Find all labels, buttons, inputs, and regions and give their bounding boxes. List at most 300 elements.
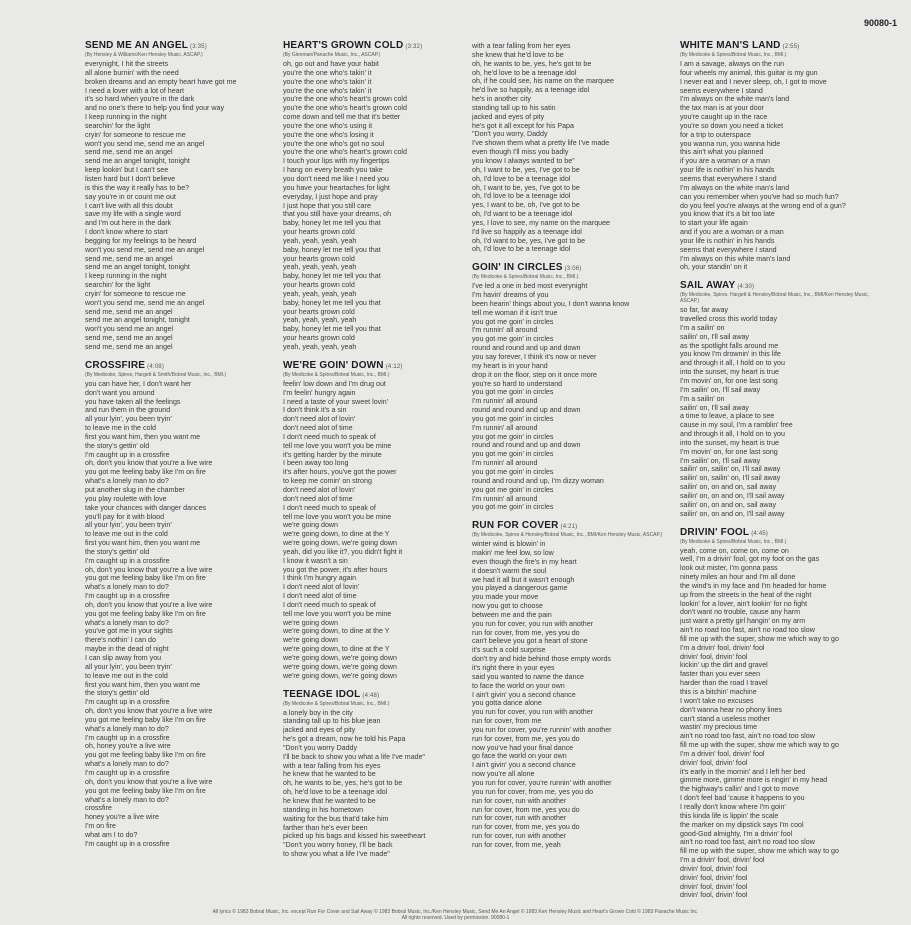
lyric-line: we're going down, we're going down [283, 671, 397, 680]
lyric-line: cause in my soul, I'm a ramblin' free [680, 421, 793, 430]
song-title [680, 40, 880, 51]
lyric-line: I'm caught up in a crossfire [85, 733, 170, 742]
lyric-line: jacked and eyes of pity [472, 112, 545, 121]
lyric-line: send me, send me an angel [85, 307, 173, 316]
lyric-line: don't try and hide behind those empty words [472, 655, 611, 664]
lyric-line: he knew that he wanted to be [283, 770, 376, 779]
lyric-line: you got me goin' in circles [472, 450, 554, 459]
lyric-line: I just hope that you still care [283, 201, 371, 210]
lyric-line: said you wanted to name the dance [472, 672, 585, 681]
lyric-line: you got me goin' in circles [472, 388, 554, 397]
lyric-line: yes, I want to be, oh, I've got to be [472, 201, 580, 210]
lyric-line: I keep running in the night [85, 272, 167, 281]
lyric-line: and run them in the ground [85, 406, 171, 415]
song-title-text: HEART'S GROWN COLD [283, 40, 404, 51]
song-credit: (By Medicoke & Spires/Bobral Music, Inc., BMI.) [283, 371, 390, 378]
lyric-line: I never eat and I never sleep, oh, I got to move [680, 77, 827, 86]
lyric-line: first you want him, then you want me [85, 539, 201, 548]
lyric-line: you run for cover, you're runnin' with another [472, 725, 612, 734]
song-block [85, 40, 285, 352]
lyric-line: travelled cross this world today [680, 315, 777, 324]
lyric-line: all alone burnin' with the need [85, 68, 179, 77]
song-title [283, 360, 483, 371]
lyric-line: sailin' on, I'll sail away [680, 332, 749, 341]
lyric-line: seems everywhere I stand [680, 86, 763, 95]
lyric-line: won't you send me an angel [85, 325, 174, 334]
lyric-line: I'm runnin' all around [472, 494, 538, 503]
lyric-line: you got me feeling baby like I'm on fire [85, 574, 206, 583]
lyric-line: oh, don't you know that you're a live wire [85, 707, 213, 716]
song-duration: (3:06) [564, 266, 582, 273]
lyric-line: you play roulette with love [85, 494, 167, 503]
lyric-line: you got me feeling baby like I'm on fire [85, 786, 206, 795]
lyric-line: yeah, come on, come on, come on [680, 546, 789, 555]
lyric-line: it doesn't warm the soul [472, 566, 547, 575]
lyric-line: oh, don't you know that you're a live wire [85, 777, 213, 786]
lyric-line: I'm movin' on, for one last song [680, 377, 778, 385]
lyric-line: with a tear falling from his eyes [283, 761, 381, 770]
lyric-line: I keep running in the night [85, 113, 167, 122]
lyric-line: round and round and up, I'm dizzy woman [472, 476, 604, 485]
lyric-line: sailin' on, on and on, sail away [680, 483, 776, 492]
lyrics-column-2 [283, 40, 483, 867]
song-block [283, 360, 483, 681]
lyric-line: you run for cover, you run with another [472, 708, 594, 717]
lyric-line: send me, send me an angel [85, 343, 173, 351]
song-credit: (By Hensley & Williams/Ken Hensley Music, ASCAP.) [85, 52, 203, 58]
lyric-line: oh, honey you're a live wire [85, 742, 171, 751]
lyric-line: seems that everywhere I stand [680, 245, 777, 254]
lyric-line: run for cover, from me, yes you do [472, 628, 580, 637]
song-duration: (4:48) [362, 692, 380, 699]
lyric-line: you gotta dance alone [472, 699, 542, 708]
lyric-line: up from the streets in the heat of the night [680, 590, 812, 599]
lyric-line: picked up his bags and kissed his sweetheart [283, 832, 426, 841]
lyric-line: drivin' fool, drivin' fool [680, 873, 748, 882]
lyric-line: we're going down [283, 618, 338, 627]
lyric-line: I think I'm hungry again [283, 574, 357, 583]
lyric-line: I'm caught up in a crossfire [85, 556, 170, 565]
lyric-line: I'd live so happily as a teenage idol [472, 227, 582, 236]
lyric-line: yeah, did you like it?, you didn't fight it [283, 547, 403, 556]
lyric-line: you're the one who's takin' it [283, 86, 372, 95]
lyric-line: won't you send me, send me an angel [85, 298, 205, 307]
lyric-line: oh, I'd love to be a teenage idol [472, 174, 571, 183]
lyric-line: I'm runnin' all around [472, 397, 538, 406]
lyric-line: my heart is in your hand [472, 361, 548, 370]
lyric-line: put another slug in the chamber [85, 485, 185, 494]
lyrics-column-3 [472, 42, 672, 858]
lyric-line: what's a lonely man to do? [85, 795, 169, 804]
lyric-line: you played a dangerous game [472, 584, 568, 593]
lyric-line: he's in another city [472, 95, 531, 104]
lyric-line: you're the one who's using it [283, 121, 373, 130]
lyric-line: oh, don't you know that you're a live wire [85, 565, 213, 574]
lyric-line: tell me love you won't you be mine [283, 609, 392, 618]
lyric-line: what's a lonely man to do? [85, 583, 169, 592]
lyrics-lines [85, 380, 285, 849]
lyric-line: I'm always on this white man's land [680, 254, 791, 263]
lyric-line: I'm a sailin' on [680, 323, 725, 332]
lyric-line: oh, he'd love to be a teenage idol [472, 68, 577, 77]
lyric-line: don't want no trouble, cause any harm [680, 608, 801, 617]
lyric-line: you have your heartaches for light [283, 183, 390, 192]
lyric-line: oh, go out and have your habit [283, 60, 379, 68]
lyric-line: baby, honey let me tell you that [283, 325, 381, 334]
lyric-line: your hearts grown cold [283, 281, 355, 290]
lyric-line: standing tall up to his blue jean [283, 717, 381, 726]
lyric-line: "Don't you worry honey, I'll be back [283, 841, 393, 850]
lyric-line: you got me feeling baby like I'm on fire [85, 468, 206, 477]
lyric-line: run for cover, from me [472, 717, 542, 726]
lyric-line: standing tall up to his satin [472, 103, 556, 112]
lyric-line: the highway's callin' and I got to move [680, 785, 800, 794]
song-block [680, 527, 880, 901]
lyric-line: run for cover, run with another [472, 832, 567, 841]
song-block [283, 40, 483, 352]
copyright-footer [0, 909, 911, 921]
lyric-line: ain't no road too fast, ain't no road too slow [680, 626, 815, 635]
lyric-line: a lonely boy in the city [283, 708, 353, 717]
lyric-line: tell me woman if it isn't true [472, 308, 558, 317]
song-block [283, 689, 483, 859]
lyric-line: you got me feeling baby like I'm on fire [85, 609, 206, 618]
song-credit: (By Medicoke, Spires, Hargett & Hensley/Bobral Music, Inc., BMI/Ken Hensley Music, ASCAP.) [680, 292, 869, 305]
lyric-line: you say forever, I think it's now or never [472, 353, 597, 361]
lyric-line: won't you send me, send me an angel [85, 245, 205, 254]
lyric-line: can you remember when you've had so much fun? [680, 192, 839, 201]
song-title [472, 520, 672, 531]
copyright-line: All lyrics © 1983 Bobral Music, Inc. except Run For Cover and Sail Away © 1983 Bobral Music, Inc./Ken Hensley Music, Send Me An Angel © 1983 Ken Hensley Music and Heart's Grown Cold © 1983 Panache Music Inc. [212, 909, 699, 915]
lyric-line: fill me up with the super, show me which way to go [680, 634, 839, 643]
lyric-line: we're going down, to dine at the Y [283, 645, 390, 654]
lyric-line: you're so down you need a ticket [680, 121, 784, 130]
lyric-line: oh, I want to be, yes, I've got to be [472, 165, 580, 174]
lyric-line: searchin' for the light [85, 281, 151, 290]
lyric-line: your hearts grown cold [283, 334, 355, 343]
lyric-line: the story's gettin' old [85, 689, 150, 698]
lyric-line: you wanna run, you wanna hide [680, 139, 781, 148]
lyric-line: your life is nothin' in his hands [680, 166, 775, 175]
lyric-line: baby, honey let me tell you that [283, 245, 381, 254]
lyric-line: come down and tell me that it's better [283, 113, 401, 122]
lyric-line: winter wind is blowin' in [472, 540, 546, 549]
lyric-line: there's nothin' I can do [85, 636, 156, 645]
lyric-line: if you are a woman or a man [680, 157, 770, 166]
lyric-line: I'm caught up in a crossfire [85, 698, 170, 707]
song-duration: (3:35) [190, 44, 207, 50]
song-title-text: SEND ME AN ANGEL [85, 40, 189, 51]
lyric-line: feelin' low down and I'm drug out [283, 379, 386, 388]
lyric-line: I can't live with all this doubt [85, 201, 173, 210]
lyric-line: I'm caught up in a crossfire [85, 839, 170, 848]
song-block [472, 262, 672, 512]
lyric-line: I'm always on the white man's land [680, 95, 790, 104]
lyric-line: fill me up with the super, show me which way to go [680, 741, 839, 750]
lyric-line: now you got to choose [472, 602, 543, 611]
lyric-line: the story's gettin' old [85, 441, 150, 450]
lyric-line: sailin' on, on and on, sail away [680, 500, 776, 509]
lyric-line: all your lyin', you been tryin' [85, 415, 172, 424]
lyric-line: yeah, yeah, yeah, yeah [283, 289, 357, 298]
lyric-line: oh, I'd love to be a teenage idol [472, 245, 571, 254]
lyric-line: I'm caught up in a crossfire [85, 450, 170, 459]
lyric-line: harder than the road I travel [680, 679, 768, 688]
lyric-line: just want a pretty girl hangin' on my arm [680, 617, 806, 626]
lyric-line: drivin' fool, drivin' fool [680, 891, 748, 900]
lyric-line: drivin' fool, drivin' fool [680, 652, 748, 661]
lyric-line: well, I'm a drivin' fool, got my foot on the gas [680, 555, 820, 564]
lyric-line: standing in his hometown [283, 805, 364, 814]
lyric-line: don't need alot of lovin' [283, 485, 356, 494]
lyric-line: you made your move [472, 593, 539, 602]
song-duration: (3:32) [405, 44, 423, 50]
lyric-line: tell me love you won't you be mine [283, 441, 392, 450]
lyric-line: this is a bitchin' machine [680, 688, 757, 696]
lyric-line: gimme more, gimme more is ringin' in my head [680, 776, 828, 785]
lyric-line: run for cover, run with another [472, 814, 567, 823]
lyric-line: what's a lonely man to do? [85, 724, 169, 733]
lyric-line: lookin' for a lover, ain't lookin' for no fight [680, 599, 808, 608]
lyric-line: round and round and up and down [472, 344, 581, 353]
song-block [472, 42, 672, 254]
lyric-line: oh, he wants to be, yes, he's got to be [472, 59, 592, 68]
lyric-line: jacked and eyes of pity [283, 726, 356, 735]
lyric-line: this ain't what you planned [680, 148, 764, 157]
lyric-line: baby, honey let me tell you that [283, 272, 381, 281]
lyric-line: I'm caught up in a crossfire [85, 592, 170, 601]
lyric-line: it's getting harder by the minute [283, 450, 382, 459]
lyric-line: I know it wasn't a sin [283, 556, 348, 565]
lyric-line: don't need alot of time [283, 494, 353, 503]
lyrics-lines [680, 60, 880, 272]
lyric-line: you have taken all the feelings [85, 397, 181, 406]
lyric-line: even though I'll miss you badly [472, 148, 569, 157]
lyric-line: the tax man is at your door [680, 104, 764, 113]
lyric-line: oh, if he could see, his name on the marquee [472, 77, 614, 86]
lyric-line: go face the world on your own [472, 752, 567, 761]
lyric-line: can't stand a useless mother [680, 714, 771, 723]
lyric-line: tell me love you won't you be mine [283, 512, 392, 521]
lyric-line: look out mister, I'm gonna pass [680, 564, 778, 573]
song-title-text: RUN FOR COVER [472, 520, 559, 532]
lyric-line: "Don't you worry Daddy [283, 743, 358, 752]
lyric-line: oh, don't you know that you're a live wire [85, 600, 213, 609]
lyric-line: I don't need much to speak of [283, 600, 376, 609]
lyric-line: I don't need alot of time [283, 592, 357, 601]
lyric-line: we're going down, we're going down [283, 662, 397, 671]
lyric-line: I'm a sailin' on [680, 394, 725, 403]
lyric-line: say you're in or count me out [85, 192, 176, 201]
lyric-line: run for cover, from me, yes you do [472, 823, 580, 832]
lyric-line: fill me up with the super, show me which way to go [680, 847, 839, 856]
lyrics-lines [472, 42, 672, 254]
lyric-line: and through it all, I hold on to you [680, 430, 785, 439]
lyric-line: oh, your standin' on it [680, 263, 748, 272]
lyric-line: run for cover, from me, yes you do [472, 734, 580, 743]
song-title [680, 527, 880, 538]
lyric-line: into the sunset, my heart is true [680, 368, 779, 377]
lyric-line: listen hard but I don't believe [85, 174, 176, 183]
song-duration: (4:21) [560, 524, 578, 531]
lyric-line: run for cover, from me, yes you do [472, 805, 580, 814]
lyric-line: you know I'm drownin' in this life [680, 350, 781, 359]
lyric-line: drop it on the floor, step on it once more [472, 370, 598, 379]
lyric-line: we had it all but it wasn't enough [472, 575, 575, 584]
lyric-line: you don't need me like I need you [283, 174, 389, 183]
lyric-line: you're the one who's heart's grown cold [283, 148, 407, 157]
lyrics-lines [680, 306, 880, 518]
lyric-line: you got me goin' in circles [472, 432, 554, 441]
lyric-line: I don't think it's a sin [283, 406, 347, 415]
lyric-line: waiting for the bus that'd take him [283, 814, 389, 823]
lyric-line: you run for cover, from me, yes you do [472, 787, 594, 796]
lyrics-lines [283, 380, 483, 681]
lyric-line: you're the one who's got no soul [283, 139, 385, 148]
lyric-line: good-God almighty, I'm a drivin' fool [680, 829, 793, 838]
lyric-line: you got me goin' in circles [472, 335, 554, 344]
lyric-line: maybe in the dead of night [85, 645, 169, 654]
lyric-line: oh, I'd want to be a teenage idol [472, 210, 573, 219]
lyric-line: and I'm out here in the dark [85, 219, 172, 228]
lyric-line: you're the one who's heart's grown cold [283, 95, 407, 104]
lyric-line: it's so hard when you're in the dark [85, 95, 195, 104]
lyric-line: the wind's in my face and I'm headed for home [680, 581, 827, 590]
lyrics-column-4 [680, 40, 880, 908]
song-title [472, 262, 672, 273]
lyric-line: oh, he'd love to be a teenage idol [283, 788, 388, 797]
lyric-line: send me, send me an angel [85, 334, 173, 343]
lyric-line: broken dreams and an empty heart have got me [85, 77, 237, 86]
lyric-line: I'm sailin' on, I'll sail away [680, 385, 761, 394]
lyric-line: is this the way it really has to be? [85, 183, 190, 192]
lyric-line: you know that it's a bit too late [680, 210, 775, 219]
lyric-line: you got me feeling baby like I'm on fire [85, 751, 206, 760]
lyric-line: I need a lover with a lot of heart [85, 86, 184, 95]
lyric-line: I don't need much to speak of [283, 503, 376, 512]
lyric-line: I ain't givin' you a second chance [472, 761, 576, 770]
lyric-line: baby, honey let me tell you that [283, 219, 381, 228]
lyric-line: drivin' fool, drivin' fool [680, 882, 748, 891]
lyric-line: you got me goin' in circles [472, 503, 554, 512]
song-credit: (By Medicoke & Spires/Bobral Music, Inc., BMI.) [283, 700, 390, 707]
lyric-line: oh, I want to be, yes, I've got to be [472, 183, 580, 192]
lyric-line: we're going down, we're going down [283, 654, 397, 662]
lyric-line: I'm feelin' hungry again [283, 388, 356, 397]
lyric-line: cryin' for someone to rescue me [85, 130, 186, 139]
lyric-line: all your lyin', you been tryin' [85, 521, 172, 530]
lyric-line: keep lookin' but I can't see [85, 166, 169, 175]
lyric-line: farther than he's ever been [283, 823, 368, 832]
rights-line: All rights reserved. Used by permission. 90080-1 [401, 915, 510, 921]
lyric-line: send me, send me an angel [85, 254, 173, 263]
lyric-line: you're caught up in the race [680, 113, 768, 122]
song-title [85, 40, 285, 51]
lyric-line: now you're all alone [472, 770, 535, 779]
lyric-line: don't need alot of lovin' [283, 415, 356, 424]
lyric-line: you run for cover, you're runnin' with another [472, 778, 612, 787]
lyric-line: everynight, I hit the streets [85, 60, 169, 68]
lyric-line: oh, don't you know that you're a live wire [85, 459, 213, 468]
lyric-line: I'm runnin' all around [472, 423, 538, 432]
lyric-line: your hearts grown cold [283, 254, 355, 263]
lyric-line: to keep me comin' on strong [283, 477, 372, 486]
song-credit: (By Medicoke & Spires/Bobral Music, Inc., BMI.) [472, 274, 579, 281]
lyric-line: to face the world on your own [472, 681, 565, 690]
lyric-line: send me an angel tonight, tonight [85, 316, 190, 325]
lyric-line: I don't know where to start [85, 228, 168, 237]
lyric-line: even though the fire's in my heart [472, 557, 577, 566]
lyric-line: I'm a drivin' fool, drivin' fool [680, 749, 765, 758]
lyric-line: I've led a one in bed most everynight [472, 282, 588, 291]
lyric-line: ain't no road too fast, ain't no road too slow [680, 838, 815, 847]
lyric-line: I'm havin' dreams of you [472, 291, 549, 300]
lyric-line: run for cover, run with another [472, 796, 567, 805]
song-duration: (2:55) [782, 44, 800, 50]
lyric-line: with a tear falling from her eyes [472, 42, 571, 50]
song-title-text: CROSSFIRE [85, 359, 146, 371]
lyric-line: yeah, yeah, yeah, yeah [283, 236, 357, 245]
lyric-line: round and round and up and down [472, 406, 581, 415]
lyric-line: you're so hard to understand [472, 379, 563, 388]
lyric-line: between me and the pain [472, 610, 552, 619]
lyric-line: sailin' on, on and on, I'll sail away [680, 509, 785, 518]
lyrics-lines [283, 709, 483, 859]
lyrics-column-1 [85, 40, 285, 857]
song-credit: (By Medicoke & Spires/Bobral Music, Inc., BMI.) [680, 538, 787, 545]
lyric-line: ain't no road too fast, ain't no road too slow [680, 732, 815, 741]
lyric-line: what's a lonely man to do? [85, 760, 169, 769]
lyric-line: searchin' for the light [85, 121, 151, 130]
lyric-line: and through it all, I hold on to you [680, 359, 785, 368]
lyric-line: you're the one who's losing it [283, 130, 374, 139]
lyric-line: he's got a dream, now he told his Papa [283, 735, 406, 744]
lyric-line: we're going down [283, 521, 338, 530]
lyric-line: take your chances with danger dances [85, 503, 207, 512]
song-block [85, 360, 285, 849]
lyric-line: you run for cover, you run with another [472, 619, 594, 628]
lyric-line: I don't feel bad 'cause it happens to you [680, 794, 805, 803]
lyric-line: he'd live so happily, as a teenage idol [472, 86, 590, 95]
lyric-line: he's got it all except for his Papa [472, 121, 574, 130]
lyric-line: send me an angel tonight, tonight [85, 157, 190, 166]
lyric-line: I hang on every breath you take [283, 166, 383, 175]
lyric-line: I've shown them what a pretty life I've made [472, 139, 610, 148]
lyric-line: so far, far away [680, 306, 729, 315]
lyric-line: the marker on my dipstick says I'm cool [680, 820, 804, 829]
lyric-line: sailin' on, sailin' on, I'll sail away [680, 465, 781, 474]
lyric-line: I really don't know where I'm goin' [680, 802, 786, 811]
lyric-line: we're going down, to dine at the Y [283, 530, 390, 539]
lyric-line: I can slip away from you [85, 654, 162, 662]
lyric-line: I ain't givin' you a second chance [472, 690, 576, 699]
lyric-line: it's such a cold surprise [472, 646, 546, 655]
lyric-line: to show you what a life I've made" [283, 850, 390, 859]
lyric-line: I touch your lips with my fingertips [283, 157, 390, 166]
lyric-line: round and round and up and down [472, 441, 581, 450]
lyric-line: yeah, yeah, yeah, yeah [283, 316, 357, 325]
lyric-line: save my life with a single word [85, 210, 181, 219]
song-duration: (4:30) [737, 284, 755, 291]
lyric-line: you got me goin' in circles [472, 485, 554, 494]
lyric-line: to leave me out in the cold [85, 530, 168, 539]
song-title [283, 40, 483, 51]
lyric-line: to start your life again [680, 219, 748, 228]
lyrics-lines [680, 547, 880, 901]
lyric-line: sailin' on, on and on, I'll sail away [680, 491, 785, 500]
lyric-line: for a trip to outerspace [680, 130, 751, 139]
lyric-line: everyday, I just hope and pray [283, 192, 378, 201]
